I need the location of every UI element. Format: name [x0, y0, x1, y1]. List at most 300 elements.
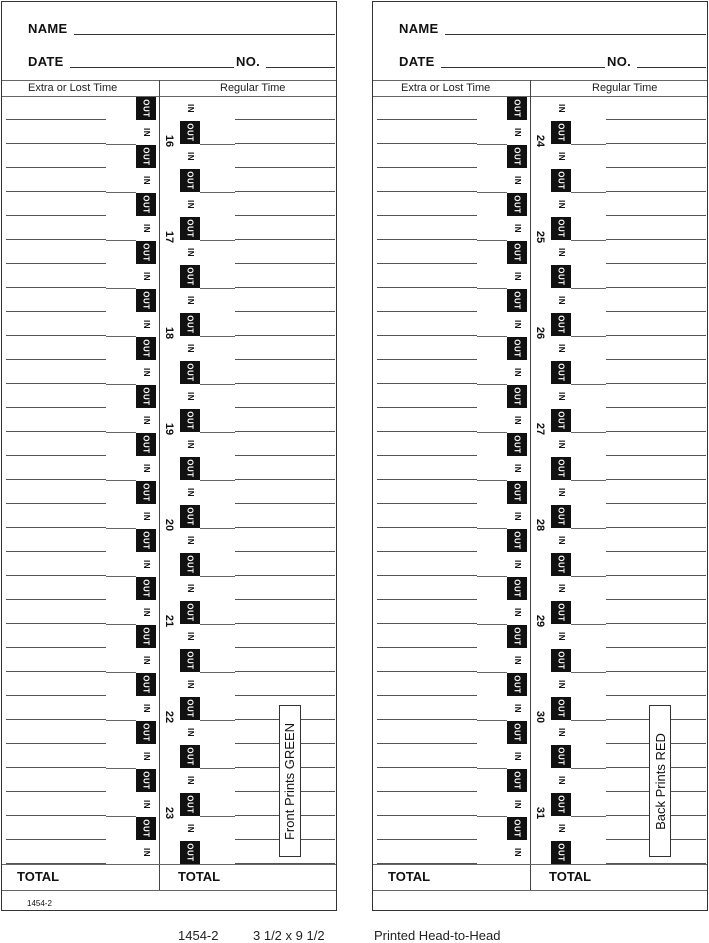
number-field[interactable] [266, 67, 335, 68]
punch-label-in: IN [551, 817, 571, 840]
row-separator [106, 288, 136, 289]
extra-time-entry-line[interactable] [6, 479, 106, 480]
day-number: 22 [163, 710, 175, 724]
punch-label-out: OUT [136, 481, 156, 504]
extra-time-entry-line[interactable] [6, 359, 106, 360]
row-separator [571, 528, 606, 529]
regular-time-entry-line[interactable] [606, 383, 706, 384]
punch-label-in: IN [507, 361, 527, 384]
regular-time-entry-line[interactable] [606, 455, 706, 456]
regular-time-entry-line[interactable] [235, 503, 335, 504]
row-separator [106, 720, 136, 721]
regular-time-entry-line[interactable] [606, 479, 706, 480]
punch-label-in: IN [507, 793, 527, 816]
punch-label-out: OUT [136, 193, 156, 216]
row-separator [200, 480, 235, 481]
regular-time-entry-line[interactable] [606, 239, 706, 240]
regular-time-entry-line[interactable] [606, 335, 706, 336]
punch-label-out: OUT [507, 481, 527, 504]
punch-label-in: IN [551, 481, 571, 504]
row-separator [200, 624, 235, 625]
regular-total-label: TOTAL [178, 869, 221, 884]
row-separator [200, 576, 235, 577]
punch-label-out: OUT [136, 577, 156, 600]
punch-label-out: OUT [180, 649, 200, 672]
punch-label-in: IN [136, 409, 156, 432]
regular-total-label: TOTAL [549, 869, 592, 884]
row-separator [106, 144, 136, 145]
regular-time-entry-line[interactable] [606, 407, 706, 408]
name-field[interactable] [74, 34, 335, 35]
row-separator [106, 192, 136, 193]
row-separator [571, 576, 606, 577]
time-card-front [1, 1, 337, 911]
punch-label-out: OUT [551, 841, 571, 864]
regular-time-entry-line[interactable] [235, 359, 335, 360]
regular-time-entry-line[interactable] [235, 167, 335, 168]
row-separator [571, 144, 606, 145]
extra-time-entry-line[interactable] [6, 239, 106, 240]
punch-label-in: IN [507, 841, 527, 864]
punch-label-out: OUT [136, 625, 156, 648]
name-field[interactable] [445, 34, 706, 35]
extra-time-entry-line[interactable] [6, 527, 106, 528]
day-number: 16 [163, 134, 175, 148]
extra-time-entry-line[interactable] [6, 719, 106, 720]
regular-time-entry-line[interactable] [606, 695, 706, 696]
row-separator [571, 240, 606, 241]
row-separator [200, 768, 235, 769]
row-separator [477, 816, 507, 817]
header-divider [2, 80, 336, 81]
regular-time-entry-line[interactable] [235, 239, 335, 240]
punch-label-out: OUT [180, 745, 200, 768]
row-separator [477, 528, 507, 529]
extra-time-entry-line[interactable] [377, 743, 477, 744]
punch-label-in: IN [136, 649, 156, 672]
punch-label-out: OUT [507, 193, 527, 216]
day-number: 23 [163, 806, 175, 820]
punch-label-in: IN [551, 721, 571, 744]
caption-form-number: 1454-2 [178, 928, 219, 943]
regular-time-entry-line[interactable] [235, 575, 335, 576]
extra-time-entry-line[interactable] [6, 431, 106, 432]
punch-label-out: OUT [180, 217, 200, 240]
date-label: DATE [28, 54, 64, 69]
extra-time-entry-line[interactable] [377, 239, 477, 240]
row-separator [106, 528, 136, 529]
extra-time-entry-line[interactable] [377, 143, 477, 144]
regular-time-entry-line[interactable] [606, 599, 706, 600]
regular-time-entry-line[interactable] [235, 695, 335, 696]
punch-label-in: IN [180, 529, 200, 552]
day-number: 18 [163, 326, 175, 340]
row-separator [200, 528, 235, 529]
regular-time-entry-line[interactable] [235, 143, 335, 144]
regular-time-entry-line[interactable] [606, 287, 706, 288]
punch-label-in: IN [551, 241, 571, 264]
punch-label-in: IN [551, 577, 571, 600]
row-separator [200, 720, 235, 721]
date-field[interactable] [441, 67, 605, 68]
caption-printing: Printed Head-to-Head [374, 928, 501, 943]
extra-time-entry-line[interactable] [6, 695, 106, 696]
punch-label-out: OUT [136, 289, 156, 312]
extra-time-entry-line[interactable] [377, 167, 477, 168]
regular-time-entry-line[interactable] [606, 527, 706, 528]
extra-time-entry-line[interactable] [377, 623, 477, 624]
extra-time-entry-line[interactable] [6, 215, 106, 216]
regular-time-entry-line[interactable] [235, 431, 335, 432]
regular-time-entry-line[interactable] [606, 143, 706, 144]
extra-time-entry-line[interactable] [377, 527, 477, 528]
row-separator [571, 384, 606, 385]
punch-label-in: IN [507, 745, 527, 768]
punch-label-in: IN [551, 193, 571, 216]
regular-time-entry-line[interactable] [235, 623, 335, 624]
regular-time-header: Regular Time [220, 82, 286, 94]
row-separator [200, 288, 235, 289]
punch-label-in: IN [136, 793, 156, 816]
regular-time-entry-line[interactable] [235, 287, 335, 288]
punch-label-out: OUT [551, 361, 571, 384]
regular-time-entry-line[interactable] [235, 407, 335, 408]
day-number: 31 [534, 806, 546, 820]
punch-label-out: OUT [136, 337, 156, 360]
extra-time-entry-line[interactable] [6, 647, 106, 648]
row-separator [571, 768, 606, 769]
punch-label-out: OUT [136, 529, 156, 552]
column-header-divider [2, 96, 336, 97]
regular-time-entry-line[interactable] [606, 503, 706, 504]
punch-label-in: IN [507, 553, 527, 576]
regular-time-entry-line[interactable] [235, 215, 335, 216]
regular-time-entry-line[interactable] [235, 599, 335, 600]
extra-time-entry-line[interactable] [6, 311, 106, 312]
number-field[interactable] [637, 67, 706, 68]
punch-label-out: OUT [507, 385, 527, 408]
punch-label-out: OUT [551, 601, 571, 624]
day-number: 25 [534, 230, 546, 244]
punch-label-out: OUT [180, 169, 200, 192]
extra-time-entry-line[interactable] [377, 647, 477, 648]
extra-time-entry-line[interactable] [377, 383, 477, 384]
row-separator [200, 384, 235, 385]
extra-time-entry-line[interactable] [377, 575, 477, 576]
punch-label-in: IN [136, 457, 156, 480]
day-number: 27 [534, 422, 546, 436]
extra-time-entry-line[interactable] [6, 623, 106, 624]
punch-label-in: IN [136, 745, 156, 768]
extra-time-entry-line[interactable] [6, 143, 106, 144]
extra-time-entry-line[interactable] [377, 719, 477, 720]
date-field[interactable] [70, 67, 234, 68]
extra-time-entry-line[interactable] [377, 695, 477, 696]
punch-label-in: IN [507, 409, 527, 432]
extra-time-entry-line[interactable] [377, 263, 477, 264]
punch-label-out: OUT [507, 625, 527, 648]
punch-label-out: OUT [507, 241, 527, 264]
header-divider [373, 80, 707, 81]
extra-time-entry-line[interactable] [6, 407, 106, 408]
row-separator [477, 624, 507, 625]
row-separator [106, 768, 136, 769]
extra-time-entry-line[interactable] [6, 551, 106, 552]
column-divider [530, 80, 531, 890]
day-number: 30 [534, 710, 546, 724]
row-separator [477, 432, 507, 433]
day-number: 26 [534, 326, 546, 340]
regular-time-entry-line[interactable] [606, 191, 706, 192]
punch-label-in: IN [136, 169, 156, 192]
extra-time-entry-line[interactable] [6, 815, 106, 816]
punch-label-in: IN [180, 289, 200, 312]
regular-time-entry-line[interactable] [606, 119, 706, 120]
extra-time-entry-line[interactable] [377, 359, 477, 360]
punch-label-in: IN [180, 769, 200, 792]
punch-label-in: IN [136, 601, 156, 624]
punch-label-in: IN [507, 457, 527, 480]
regular-time-entry-line[interactable] [235, 551, 335, 552]
extra-time-entry-line[interactable] [377, 599, 477, 600]
punch-label-out: OUT [180, 841, 200, 864]
extra-time-entry-line[interactable] [6, 671, 106, 672]
punch-label-out: OUT [136, 145, 156, 168]
extra-time-entry-line[interactable] [6, 503, 106, 504]
extra-time-entry-line[interactable] [6, 119, 106, 120]
extra-time-entry-line[interactable] [6, 767, 106, 768]
punch-label-in: IN [507, 265, 527, 288]
extra-time-entry-line[interactable] [377, 215, 477, 216]
punch-label-out: OUT [180, 601, 200, 624]
extra-time-entry-line[interactable] [377, 839, 477, 840]
extra-time-entry-line[interactable] [377, 767, 477, 768]
regular-time-entry-line[interactable] [235, 527, 335, 528]
row-separator [106, 432, 136, 433]
punch-label-out: OUT [507, 145, 527, 168]
extra-time-header: Extra or Lost Time [401, 82, 491, 94]
punch-label-in: IN [551, 289, 571, 312]
punch-label-in: IN [136, 313, 156, 336]
regular-time-entry-line[interactable] [606, 671, 706, 672]
regular-time-entry-line[interactable] [235, 191, 335, 192]
regular-time-entry-line[interactable] [606, 215, 706, 216]
row-separator [477, 720, 507, 721]
extra-time-entry-line[interactable] [6, 791, 106, 792]
extra-time-entry-line[interactable] [377, 671, 477, 672]
row-separator [571, 432, 606, 433]
extra-time-entry-line[interactable] [6, 743, 106, 744]
punch-label-in: IN [551, 337, 571, 360]
row-separator [200, 144, 235, 145]
punch-label-out: OUT [180, 409, 200, 432]
punch-label-in: IN [180, 625, 200, 648]
row-separator [106, 240, 136, 241]
punch-label-in: IN [507, 505, 527, 528]
row-separator [106, 576, 136, 577]
extra-time-entry-line[interactable] [377, 431, 477, 432]
extra-time-entry-line[interactable] [377, 815, 477, 816]
date-label: DATE [399, 54, 435, 69]
extra-time-header: Extra or Lost Time [28, 82, 118, 94]
regular-time-entry-line[interactable] [235, 335, 335, 336]
day-number: 28 [534, 518, 546, 532]
total-divider [2, 864, 336, 865]
extra-time-entry-line[interactable] [377, 407, 477, 408]
punch-label-out: OUT [180, 697, 200, 720]
regular-time-entry-line[interactable] [235, 479, 335, 480]
extra-time-entry-line[interactable] [377, 455, 477, 456]
punch-label-out: OUT [507, 433, 527, 456]
punch-label-in: IN [551, 145, 571, 168]
row-separator [477, 576, 507, 577]
punch-label-out: OUT [180, 265, 200, 288]
punch-label-out: OUT [551, 697, 571, 720]
extra-time-entry-line[interactable] [6, 383, 106, 384]
punch-label-in: IN [551, 529, 571, 552]
punch-label-out: OUT [507, 97, 527, 120]
bottom-divider [2, 890, 336, 891]
punch-label-out: OUT [136, 97, 156, 120]
punch-label-in: IN [180, 673, 200, 696]
row-separator [106, 384, 136, 385]
punch-label-in: IN [136, 121, 156, 144]
punch-label-in: IN [551, 385, 571, 408]
punch-label-in: IN [180, 97, 200, 120]
extra-time-entry-line[interactable] [6, 191, 106, 192]
extra-time-entry-line[interactable] [377, 191, 477, 192]
punch-label-out: OUT [507, 577, 527, 600]
punch-label-in: IN [136, 553, 156, 576]
regular-time-entry-line[interactable] [606, 431, 706, 432]
punch-label-in: IN [507, 217, 527, 240]
regular-time-entry-line[interactable] [235, 455, 335, 456]
row-separator [477, 672, 507, 673]
extra-time-entry-line[interactable] [6, 575, 106, 576]
time-card-back [372, 1, 708, 911]
punch-label-in: IN [551, 673, 571, 696]
row-separator [106, 624, 136, 625]
extra-time-entry-line[interactable] [6, 287, 106, 288]
punch-label-in: IN [136, 361, 156, 384]
punch-label-out: OUT [180, 457, 200, 480]
punch-label-in: IN [180, 481, 200, 504]
total-divider [373, 864, 707, 865]
row-separator [477, 240, 507, 241]
regular-time-header: Regular Time [592, 82, 658, 94]
extra-time-entry-line[interactable] [377, 551, 477, 552]
punch-label-in: IN [180, 193, 200, 216]
extra-time-entry-line[interactable] [6, 455, 106, 456]
extra-time-entry-line[interactable] [377, 791, 477, 792]
row-separator [200, 192, 235, 193]
punch-label-in: IN [180, 241, 200, 264]
row-separator [200, 672, 235, 673]
regular-time-entry-line[interactable] [235, 263, 335, 264]
punch-label-out: OUT [551, 409, 571, 432]
extra-time-entry-line[interactable] [377, 335, 477, 336]
print-color-note: Front Prints GREEN [279, 705, 301, 857]
punch-label-out: OUT [551, 313, 571, 336]
punch-label-in: IN [180, 385, 200, 408]
column-header-divider [373, 96, 707, 97]
punch-label-out: OUT [551, 553, 571, 576]
bottom-divider [373, 890, 707, 891]
punch-label-out: OUT [180, 121, 200, 144]
extra-time-entry-line[interactable] [377, 119, 477, 120]
punch-label-out: OUT [136, 241, 156, 264]
punch-label-out: OUT [180, 361, 200, 384]
extra-time-entry-line[interactable] [377, 503, 477, 504]
row-separator [106, 816, 136, 817]
extra-time-entry-line[interactable] [6, 599, 106, 600]
punch-label-out: OUT [507, 721, 527, 744]
regular-time-entry-line[interactable] [606, 647, 706, 648]
punch-label-in: IN [507, 649, 527, 672]
punch-label-in: IN [180, 817, 200, 840]
regular-time-entry-line[interactable] [235, 647, 335, 648]
punch-label-out: OUT [507, 673, 527, 696]
row-separator [477, 192, 507, 193]
regular-time-entry-line[interactable] [235, 119, 335, 120]
extra-time-entry-line[interactable] [377, 311, 477, 312]
extra-time-entry-line[interactable] [377, 287, 477, 288]
punch-label-out: OUT [136, 385, 156, 408]
punch-label-in: IN [180, 337, 200, 360]
punch-label-in: IN [507, 313, 527, 336]
regular-time-entry-line[interactable] [606, 263, 706, 264]
punch-label-out: OUT [507, 529, 527, 552]
regular-time-entry-line[interactable] [606, 575, 706, 576]
regular-time-entry-line[interactable] [235, 383, 335, 384]
row-separator [477, 336, 507, 337]
regular-time-entry-line[interactable] [606, 359, 706, 360]
regular-time-entry-line[interactable] [235, 311, 335, 312]
day-number: 24 [534, 134, 546, 148]
punch-label-in: IN [180, 721, 200, 744]
extra-time-entry-line[interactable] [6, 167, 106, 168]
punch-label-in: IN [136, 217, 156, 240]
row-separator [200, 432, 235, 433]
punch-label-in: IN [551, 433, 571, 456]
punch-label-out: OUT [180, 505, 200, 528]
regular-time-entry-line[interactable] [606, 623, 706, 624]
punch-label-in: IN [136, 841, 156, 864]
punch-label-out: OUT [551, 265, 571, 288]
row-separator [571, 624, 606, 625]
punch-label-out: OUT [136, 433, 156, 456]
extra-time-entry-line[interactable] [6, 263, 106, 264]
punch-label-in: IN [136, 697, 156, 720]
row-separator [571, 288, 606, 289]
regular-time-entry-line[interactable] [606, 311, 706, 312]
punch-label-out: OUT [136, 721, 156, 744]
row-separator [477, 384, 507, 385]
regular-time-entry-line[interactable] [606, 551, 706, 552]
regular-time-entry-line[interactable] [606, 167, 706, 168]
punch-label-out: OUT [180, 553, 200, 576]
row-separator [571, 480, 606, 481]
regular-time-entry-line[interactable] [235, 671, 335, 672]
extra-time-entry-line[interactable] [6, 839, 106, 840]
row-separator [571, 336, 606, 337]
extra-time-entry-line[interactable] [377, 479, 477, 480]
extra-time-entry-line[interactable] [6, 335, 106, 336]
number-label: NO. [607, 54, 632, 69]
form-code: 1454-2 [27, 899, 52, 908]
punch-label-out: OUT [136, 673, 156, 696]
day-number: 17 [163, 230, 175, 244]
